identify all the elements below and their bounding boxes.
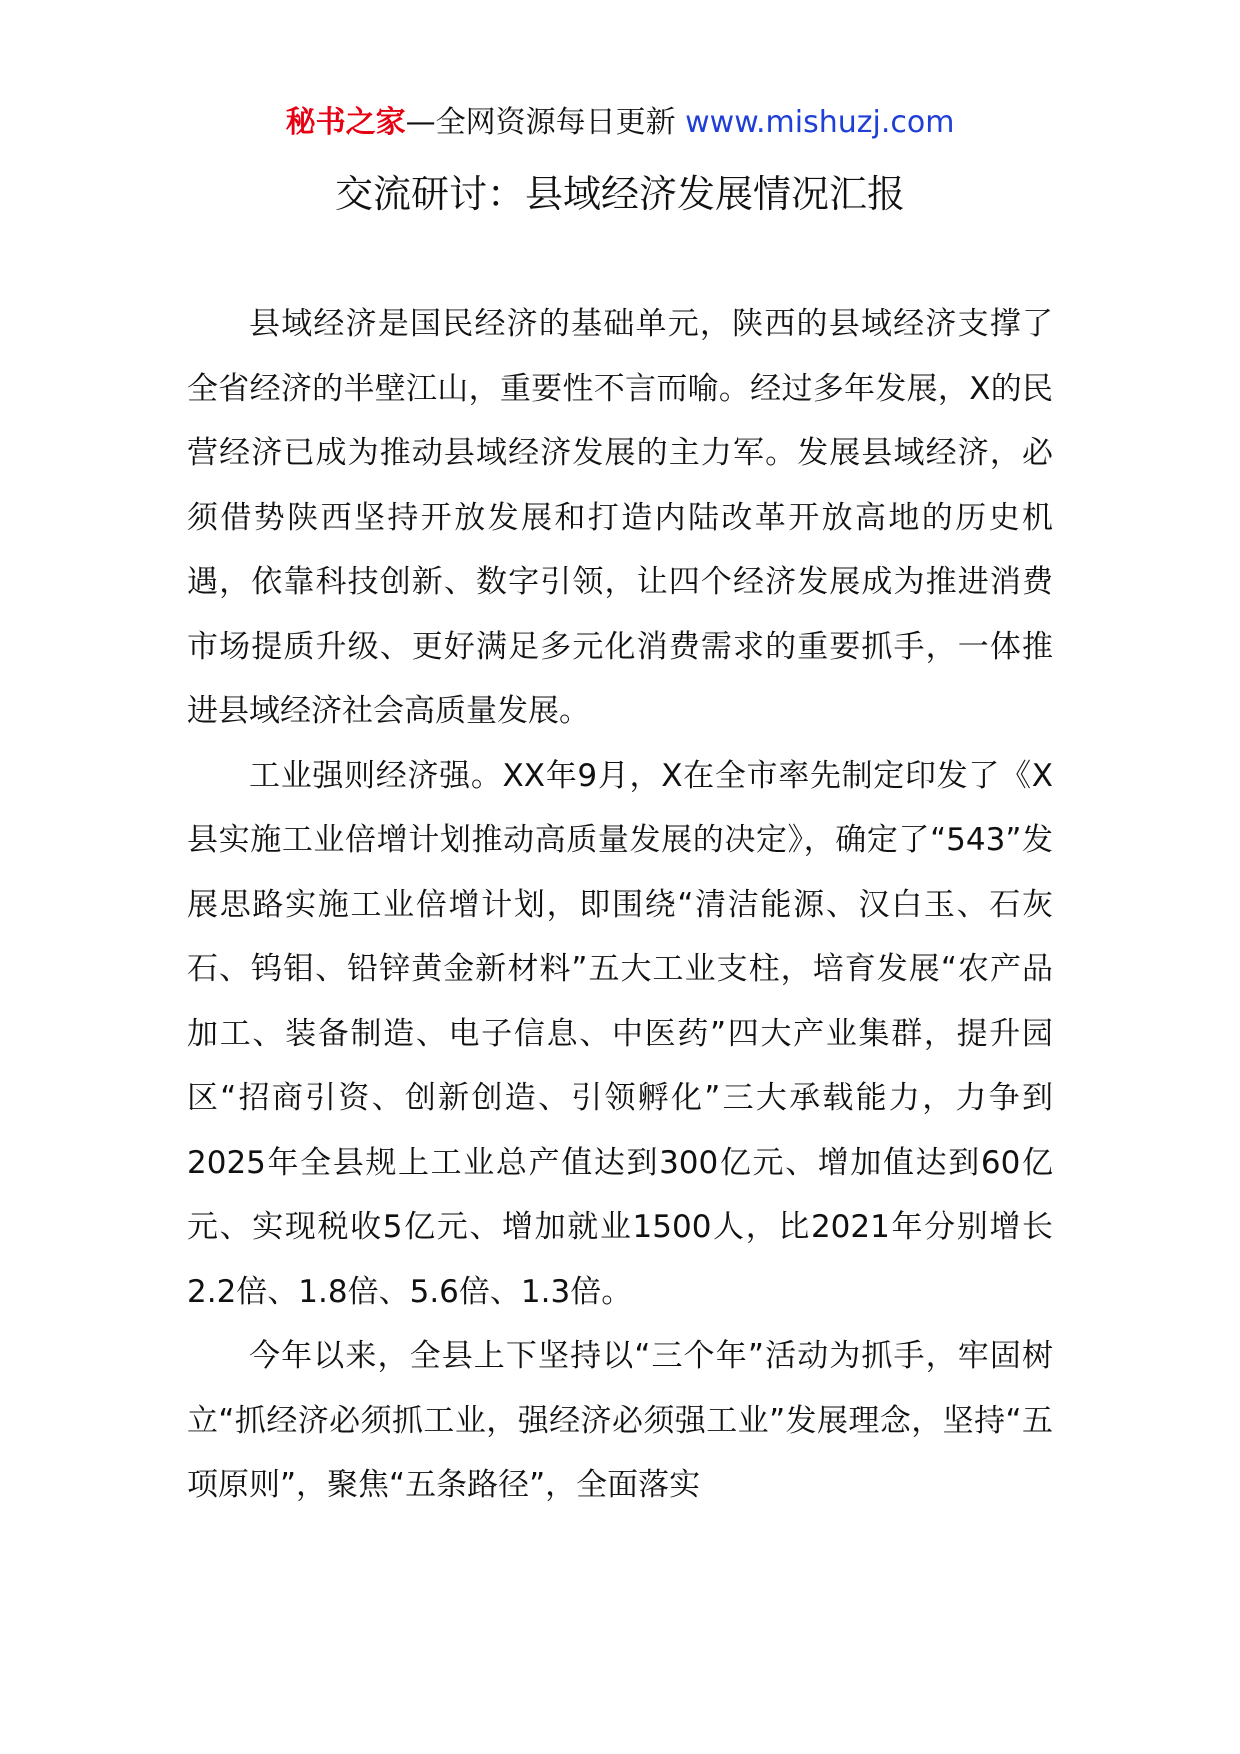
header-slogan: —全网资源每日更新 — [405, 105, 686, 140]
paragraph: 县域经济是国民经济的基础单元，陕西的县域经济支撑了全省经济的半壁江山，重要性不言而喻。经过多年发展，X的民营经济已成为推动县域经济发展的主力军。发展县域经济，必须借势陕西坚持开放发展和打造内陆改革开放高地的历史机遇，依靠科技创新、数字引领，让四个经济发展成为推进消费市场提质升级、更好满足多元化消费需求的重要抓手，一体推进县域经济社会高质量发展。 — [187, 306, 1053, 729]
brand-name: 秘书之家 — [285, 105, 406, 140]
site-url-link[interactable]: www.mishuzj.com — [685, 105, 955, 140]
page-title: 交流研讨：县域经济发展情况汇报 — [334, 172, 905, 216]
site-header — [0, 100, 1240, 146]
document-body — [187, 292, 1053, 1518]
paragraph: 今年以来，全县上下坚持以“三个年”活动为抓手，牢固树立“抓经济必须抓工业，强经济必须强工业”发展理念，坚持“五项原则”，聚焦“五条路径”，全面落实 — [187, 1338, 1053, 1503]
paragraph: 工业强则经济强。XX年9月，X在全市率先制定印发了《X县实施工业倍增计划推动高质量发展的决定》，确定了“543”发展思路实施工业倍增计划，即围绕“清洁能源、汉白玉、石灰石、钨钼、铅锌黄金新材料”五大工业支柱，培育发展“农产品加工、装备制造、电子信息、中医药”四大产业集群，提升园区“招商引资、创新创造、引领孵化”三大承载能力，力争到2025年全县规上工业总产值达到300亿元、增加值达到60亿元、实现税收5亿元、增加就业1500人，比2021年分别增长2.2倍、1.8倍、5.6倍、1.3倍。 — [187, 757, 1053, 1310]
